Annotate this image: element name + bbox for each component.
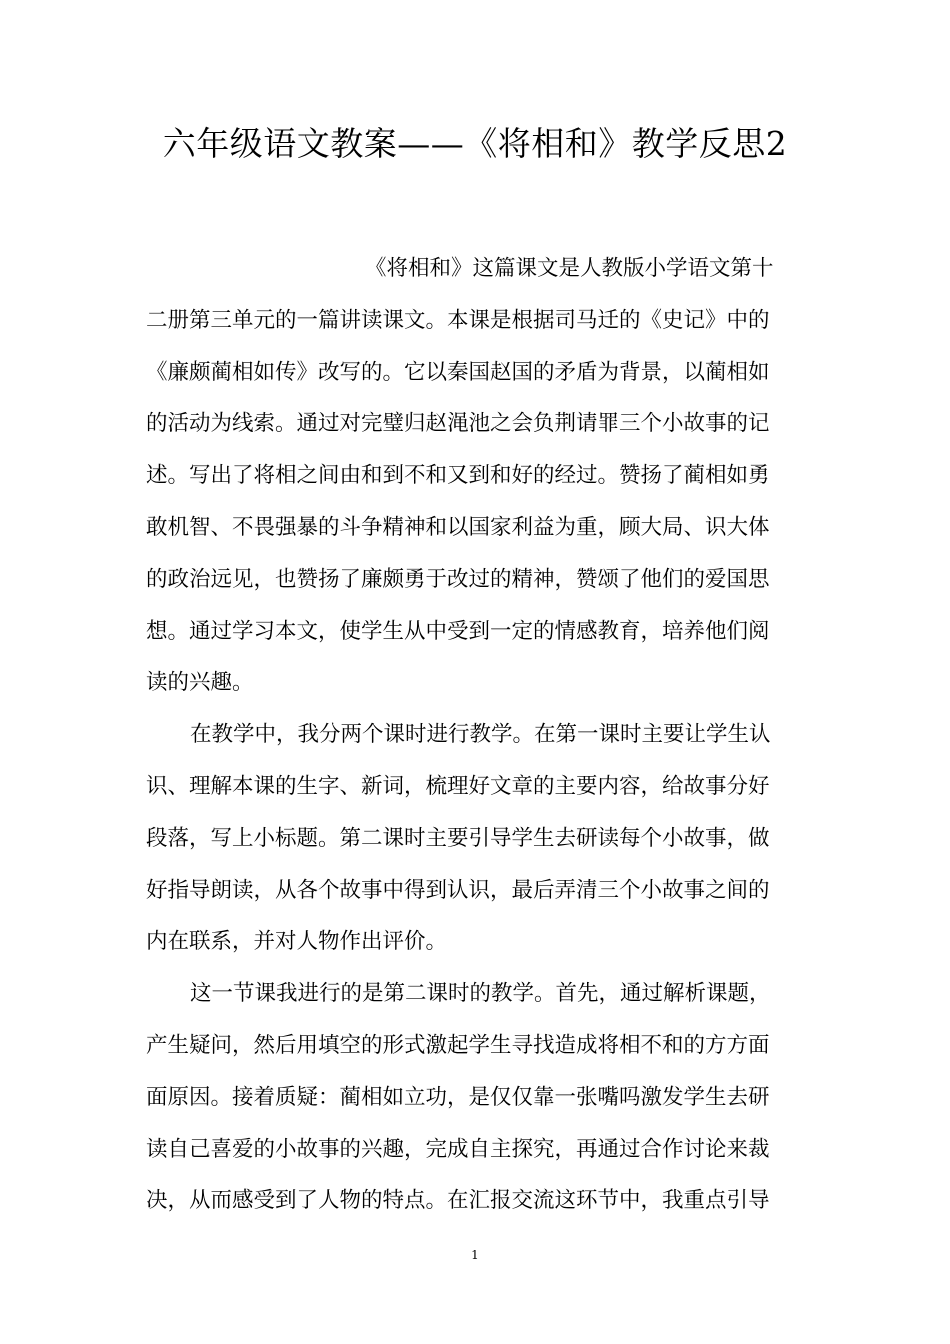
text-line: 《廉颇蔺相如传》改写的。它以秦国赵国的矛盾为背景，以蔺相如 <box>146 359 770 385</box>
text-line: 识、理解本课的生字、新词，梳理好文章的主要内容，给故事分好 <box>146 773 770 799</box>
text-line: 这一节课我进行的是第二课时的教学。首先，通过解析课题， <box>190 981 771 1007</box>
text-line: 的政治远见，也赞扬了廉颇勇于改过的精神，赞颂了他们的爱国思 <box>146 566 770 592</box>
text-line: 二册第三单元的一篇讲读课文。本课是根据司马迁的《史记》中的 <box>146 307 770 333</box>
text-line: 述。写出了将相之间由和到不和又到和好的经过。赞扬了蔺相如勇 <box>146 463 770 489</box>
text-line: 面原因。接着质疑：蔺相如立功，是仅仅靠一张嘴吗激发学生去研 <box>146 1084 770 1110</box>
text-line: 敢机智、不畏强暴的斗争精神和以国家利益为重，顾大局、识大体 <box>146 514 770 540</box>
text-line: 好指导朗读，从各个故事中得到认识，最后弄清三个小故事之间的 <box>146 877 770 903</box>
text-line: 段落，写上小标题。第二课时主要引导学生去研读每个小故事，做 <box>146 825 770 851</box>
document-body <box>146 243 806 1227</box>
text-line: 读自己喜爱的小故事的兴趣，完成自主探究，再通过合作讨论来裁 <box>146 1136 770 1162</box>
text-line: 产生疑问，然后用填空的形式激起学生寻找造成将相不和的方方面 <box>146 1032 770 1058</box>
text-line: 读的兴趣。 <box>146 670 254 696</box>
page-number: 1 <box>471 1248 479 1262</box>
text-line: 的活动为线索。通过对完璧归赵渑池之会负荆请罪三个小故事的记 <box>146 411 770 437</box>
document-title: 六年级语文教案——《将相和》教学反思2 <box>162 124 788 163</box>
text-line: 决，从而感受到了人物的特点。在汇报交流这环节中，我重点引导 <box>146 1188 770 1214</box>
text-line: 《将相和》这篇课文是人教版小学语文第十 <box>365 256 774 281</box>
text-line: 想。通过学习本文，使学生从中受到一定的情感教育，培养他们阅 <box>146 618 770 644</box>
text-line: 在教学中，我分两个课时进行教学。在第一课时主要让学生认 <box>190 722 771 748</box>
text-line: 内在联系，并对人物作出评价。 <box>146 929 448 955</box>
